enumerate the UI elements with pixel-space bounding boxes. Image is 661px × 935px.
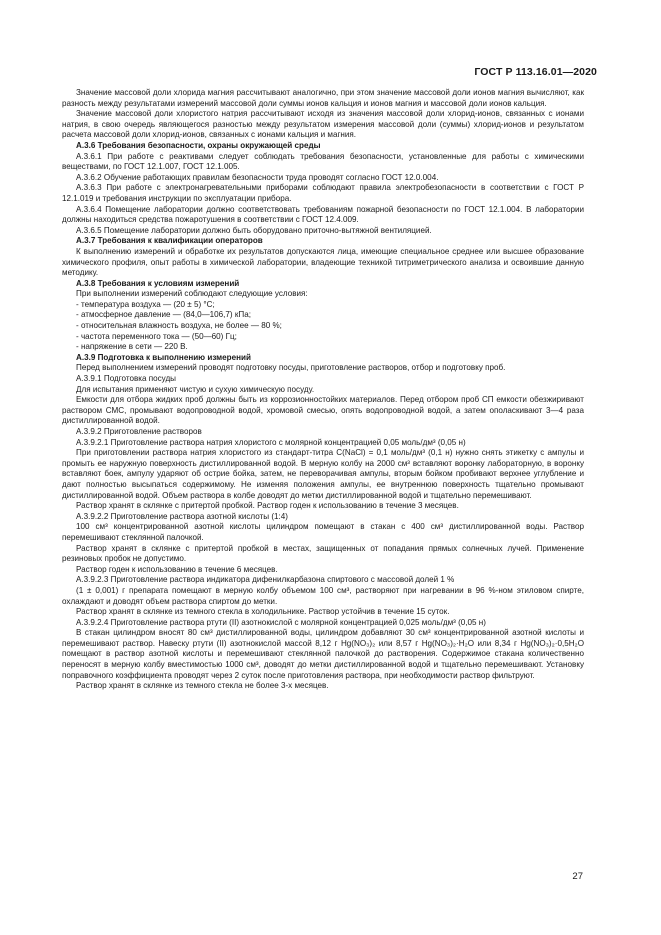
paragraph: Емкости для отбора жидких проб должны быть из коррозионностойких материалов. Перед отбором проб СП емкости обезжиривают раствором СМС, промывают водопроводной водой, хромовой смесью, опять водопроводной водой, а затем ополаскивают 3—4 раза дистиллированной водой.	[62, 395, 584, 426]
section-heading: А.3.8 Требования к условиям измерений	[76, 278, 240, 288]
paragraph: А.3.6.2 Обучение работающих правилам безопасности труда проводят согласно ГОСТ 12.0.004.	[76, 172, 439, 182]
paragraph: Раствор годен к использованию в течение 6 месяцев.	[76, 564, 278, 574]
paragraph: А.3.9.2.3 Приготовление раствора индикатора дифенилкарбазона спиртового с массовой долей 1 %	[76, 575, 455, 585]
list-item: - атмосферное давление — (84,0—106,7) кПа;	[62, 310, 584, 321]
list-item: - частота переменного тока — (50—60) Гц;	[62, 332, 584, 343]
paragraph: А.3.9.2 Приготовление растворов	[76, 427, 202, 436]
paragraph: А.3.6.1 При работе с реактивами следует соблюдать требования безопасности, установленные для работы с химическими веществами, по ГОСТ 12.1.007, ГОСТ 12.1.005.	[62, 151, 584, 172]
paragraph: При приготовлении раствора натрия хлористого из стандарт-титра С(NaCl) = 0,1 моль/дм³ (0,1 н) нужно снять этикетку с ампулы и промыть ее наружную поверхность дистиллированной водой. В мерную колбу на 2000 см³ вставляют воронку лабораторную, в воронку вставляют боек, ампулу ударяют об острие бойка, затем, не переворачивая ампулы, вторым бойком пробивают верхнее углубление и дают полностью высыпаться содержимому. Не изменяя положения ампулы, ее внутреннюю поверхность тщательно промывают дистиллированной водой. Объем раствора в колбе доводят до метки дистиллированной водой и тщательно перемешивают.	[62, 448, 584, 500]
paragraph: Раствор хранят в склянке из темного стекла не более 3-х месяцев.	[76, 681, 329, 691]
section-heading: А.3.9 Подготовка к выполнению измерений	[76, 352, 251, 362]
paragraph: (1 ± 0,001) г препарата помещают в мерную колбу объемом 100 см³, растворяют при нагревании в 96 %-ном этиловом спирте, охлаждают и доводят объем раствора спиртом до метки.	[62, 585, 584, 606]
paragraph: Для испытания применяют чистую и сухую химическую посуду.	[76, 384, 315, 394]
paragraph: Значение массовой доли хлористого натрия рассчитывают исходя из значения массовой доли хлорид-ионов, связанных с ионами натрия, в свою очередь являющегося разностью между результатом измерения массовой доли (суммы) хлорид-ионов и результатом расчета массовой доли хлорид-ионов, связанных с ионами кальция и магния.	[62, 109, 584, 140]
paragraph: В стакан цилиндром вносят 80 см³ дистиллированной воды, цилиндром добавляют 30 см³ концентрированной азотной кислоты и перемешивают раствор. Навеску ртути (II) азотнокислой массой 8,12 г Hg(NO₃)₂ или 8,57 г Hg(NO₃)₂·H₂O или 8,34 г Hg(NO₃)₂·0,5H₂O помещают в раствор азотной кислоты и перемешивают стеклянной палочкой до растворения. Содержимое стакана количественно переносят в мерную колбу вместимостью 1000 см³, доводят до метки дистиллированной водой и тщательно перемешивают. Установку поправочного коэффициента проводят через 2 суток после приготовления раствора, при необходимости раствор фильтруют.	[62, 628, 584, 680]
list-item: - напряжение в сети — 220 В.	[62, 342, 584, 353]
paragraph: 100 см³ концентрированной азотной кислоты цилиндром помещают в стакан с 400 см³ дистиллированной воды. Раствор перемешивают стеклянной палочкой.	[62, 522, 584, 542]
paragraph: А.3.9.2.4 Приготовление раствора ртути (II) азотнокислой с молярной концентрацией 0,025 моль/дм³ (0,05 н)	[76, 617, 486, 627]
paragraph: При выполнении измерений соблюдают следующие условия:	[76, 289, 308, 299]
page-number: 27	[572, 871, 583, 882]
section-heading: А.3.6 Требования безопасности, охраны окружающей среды	[76, 140, 321, 150]
paragraph: А.3.6.3 При работе с электронагревательными приборами соблюдают правила электробезопасности в соответствии с ГОСТ Р 12.1.019 и требования инструкции по эксплуатации прибора.	[62, 183, 584, 203]
paragraph: К выполнению измерений и обработке их результатов допускаются лица, имеющие специальное среднее или высшее образование химического профиля, опыт работы в химической лаборатории, владеющие техникой титриметрического анализа и освоившие данную методику.	[62, 246, 584, 278]
paragraph: Раствор хранят в склянке из темного стекла в холодильнике. Раствор устойчив в течение 15 суток.	[76, 607, 450, 617]
paragraph: А.3.9.1 Подготовка посуды	[76, 374, 176, 384]
paragraph: А.3.9.2.1 Приготовление раствора натрия хлористого с молярной концентрацией 0,05 моль/дм³ (0,05 н)	[76, 437, 466, 447]
paragraph: Перед выполнением измерений проводят подготовку посуды, приготовление растворов, отбор и подготовку проб.	[76, 363, 506, 373]
paragraph: А.3.9.2.2 Приготовление раствора азотной кислоты (1:4)	[76, 511, 288, 521]
paragraph: Раствор хранят в склянке с притертой пробкой. Раствор годен к использованию в течение 3 месяцев.	[76, 501, 459, 511]
list-item: - относительная влажность воздуха, не более — 80 %;	[62, 321, 584, 332]
paragraph: А.3.6.4 Помещение лаборатории должно соответствовать требованиям пожарной безопасности по ГОСТ 12.1.004. В лаборатории должны находиться средства пожаротушения в соответствии с ГОСТ 12.4.009.	[62, 204, 584, 225]
paragraph: Раствор хранят в склянке с притертой пробкой в местах, защищенных от попадания прямых солнечных лучей. Применение резиновых пробок не допустимо.	[62, 543, 584, 564]
paragraph: Значение массовой доли хлорида магния рассчитывают аналогично, при этом значение массовой доли ионов магния вычисляют, как разность между результатами измерений массовой доли суммы ионов кальция и ионов магния и массовой доли ионов кальция.	[62, 88, 584, 108]
document-body	[62, 88, 584, 692]
paragraph: А.3.6.5 Помещение лаборатории должно быть оборудовано приточно-вытяжной вентиляцией.	[76, 225, 432, 235]
list-item: - температура воздуха — (20 ± 5) °С;	[62, 300, 584, 311]
section-heading: А.3.7 Требования к квалификации операторов	[76, 236, 263, 246]
document-header: ГОСТ Р 113.16.01—2020	[474, 66, 597, 78]
